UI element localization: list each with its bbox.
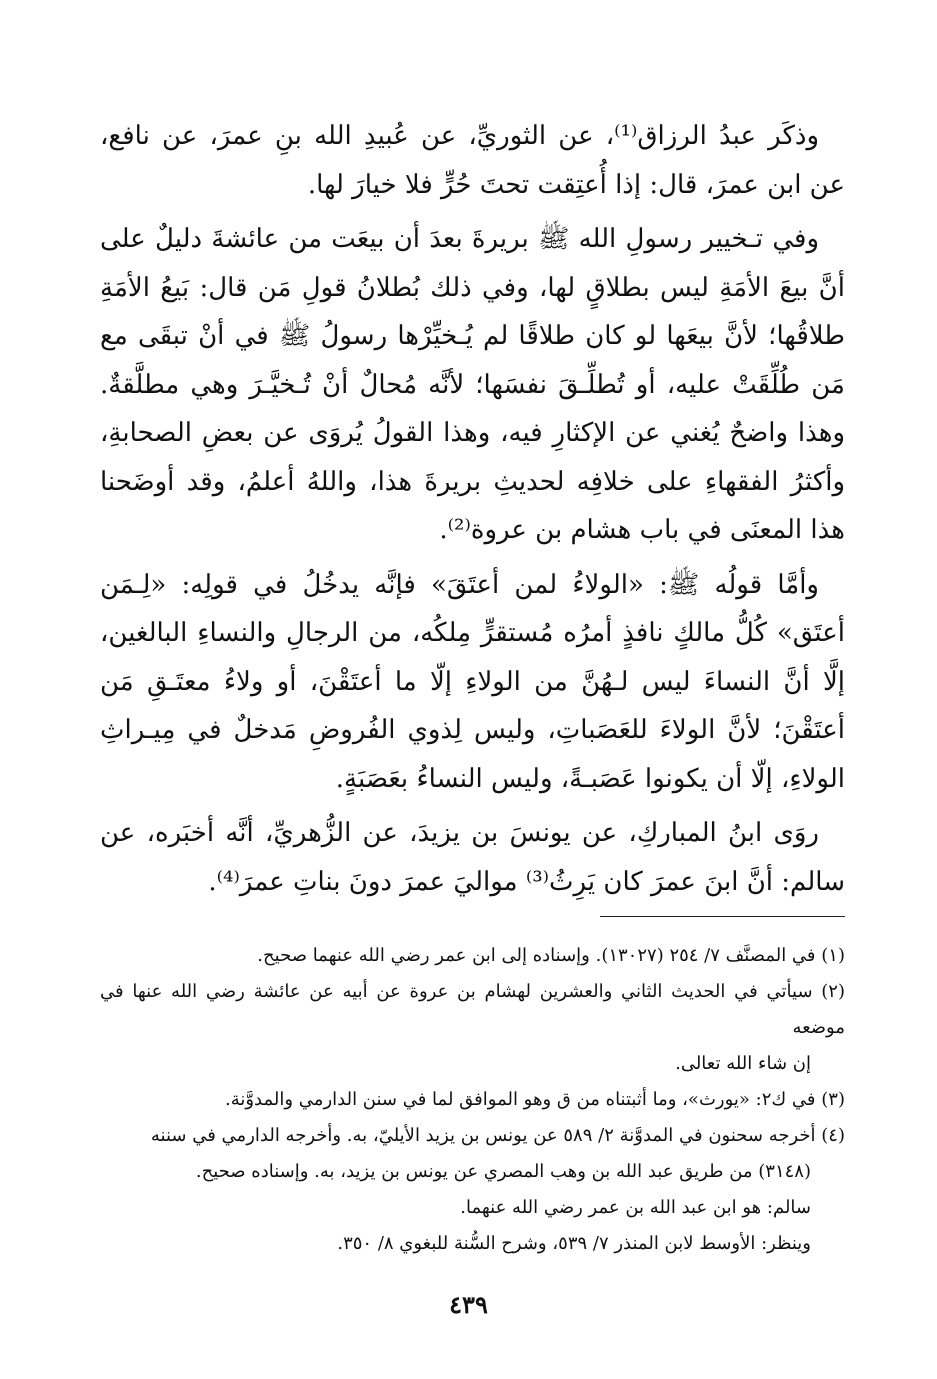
paragraph-4-text: روَى ابنُ المباركِ، عن يونسَ بن يزيدَ، عن الزُّهريِّ، أنَّه أخبَره، عن سالم: أنَّ ابنَ عمرَ كان يَرِثُ⁽³⁾ مواليَ عمرَ دونَ بناتِ عمرَ⁽⁴⁾. <box>100 818 845 897</box>
page-number: ٤٣٩ <box>449 1290 488 1319</box>
footnote-1: (١) في المصنَّف ٧/ ٢٥٤ (١٣٠٢٧). وإسناده إلى ابن عمر رضي الله عنهما صحيح. <box>257 945 845 966</box>
paragraph-1-text: وذكَر عبدُ الرزاق⁽¹⁾، عن الثوريِّ، عن عُبيدِ الله بنِ عمرَ، عن نافع، عن ابن عمرَ، قال: إذا أُعتِقت تحتَ حُرٍّ فلا خيارَ لها. <box>100 121 845 200</box>
paragraph-3-text: وأمَّا قولُه ﷺ: «الولاءُ لمن أعتَقَ» فإنَّه يدخُلُ في قولِه: «لِـمَن أعتَق» كُلُّ مالكٍ نافذٍ أمرُه مُستقرٍّ مِلكُه، من الرجالِ والنساءِ البالغين، إلَّا أنَّ النساءَ ليس لـهُنَّ من الولاءِ إلّا ما أعتَقْنَ، أو ولاءُ معتَـقِ مَن أعتَقْنَ؛ لأنَّ الولاءَ للعَصَباتِ، وليس لِذوي الفُروضِ مَدخلٌ في مِيـراثِ الولاءِ، إلّا أن يكونوا عَصَبـةً، وليس النساءُ بعَصَبَةٍ. <box>100 569 845 794</box>
footnote-divider <box>600 916 845 917</box>
main-text <box>100 112 845 906</box>
paragraph-3 <box>100 561 845 804</box>
footnote-4: (٤) أخرجه سحنون في المدوَّنة ٢/ ٥٨٩ عن يونس بن يزيد الأيليّ، به. وأخرجه الدارمي في سننه <box>150 1125 845 1146</box>
paragraph-1 <box>100 112 845 209</box>
footnote-4-line-4: وينظر: الأوسط لابن المنذر ٧/ ٥٣٩، وشرح السُّنة للبغوي ٨/ ٣٥٠. <box>337 1233 811 1254</box>
paragraph-2-text: وفي تـخيير رسولِ الله ﷺ بريرةَ بعدَ أن بيعَت من عائشةَ دليلٌ على أنَّ بيعَ الأمَةِ ليس بطلاقٍ لها، وفي ذلك بُطلانُ قولِ مَن قال: بَيعُ الأمَةِ طلاقُها؛ لأنَّ بيعَها لو كان طلاقًا لم يُـخيِّرْها رسولُ ﷺ في أنْ تبقَى مع مَن طُلِّقَتْ عليه، أو تُطلِّـقَ نفسَها؛ لأنَّه مُحالٌ أنْ تُـخيَّـرَ وهي مطلَّقةٌ. وهذا واضحٌ يُغني عن الإكثارِ فيه، وهذا القولُ يُروَى عن بعضِ الصحابةِ، وأكثرُ الفقهاءِ على خلافِه لحديثِ بريرةَ هذا، واللهُ أعلمُ، وقد أوضَحنا هذا المعنَى في باب هشام بن عروة⁽²⁾. <box>100 224 845 545</box>
footnote-3: (٣) في ك٢: «يورث»، وما أثبتناه من ق وهو الموافق لما في سنن الدارمي والمدوَّنة. <box>224 1089 845 1110</box>
footnote-2: (٢) سيأتي في الحديث الثاني والعشرين لهشام بن عروة عن أبيه عن عائشة رضي الله عنها في موضعه <box>100 981 845 1038</box>
page-body <box>100 112 845 912</box>
footnote-4-line-3: سالم: هو ابن عبد الله بن عمر رضي الله عنهما. <box>460 1197 811 1218</box>
paragraph-2 <box>100 215 845 555</box>
paragraph-4 <box>100 809 845 906</box>
footnotes <box>100 938 845 1262</box>
footnote-2-continued: إن شاء الله تعالى. <box>675 1053 811 1074</box>
footnote-4-line-2: (٣١٤٨) من طريق عبد الله بن وهب المصري عن يونس بن يزيد، به. وإسناده صحيح. <box>195 1161 811 1182</box>
